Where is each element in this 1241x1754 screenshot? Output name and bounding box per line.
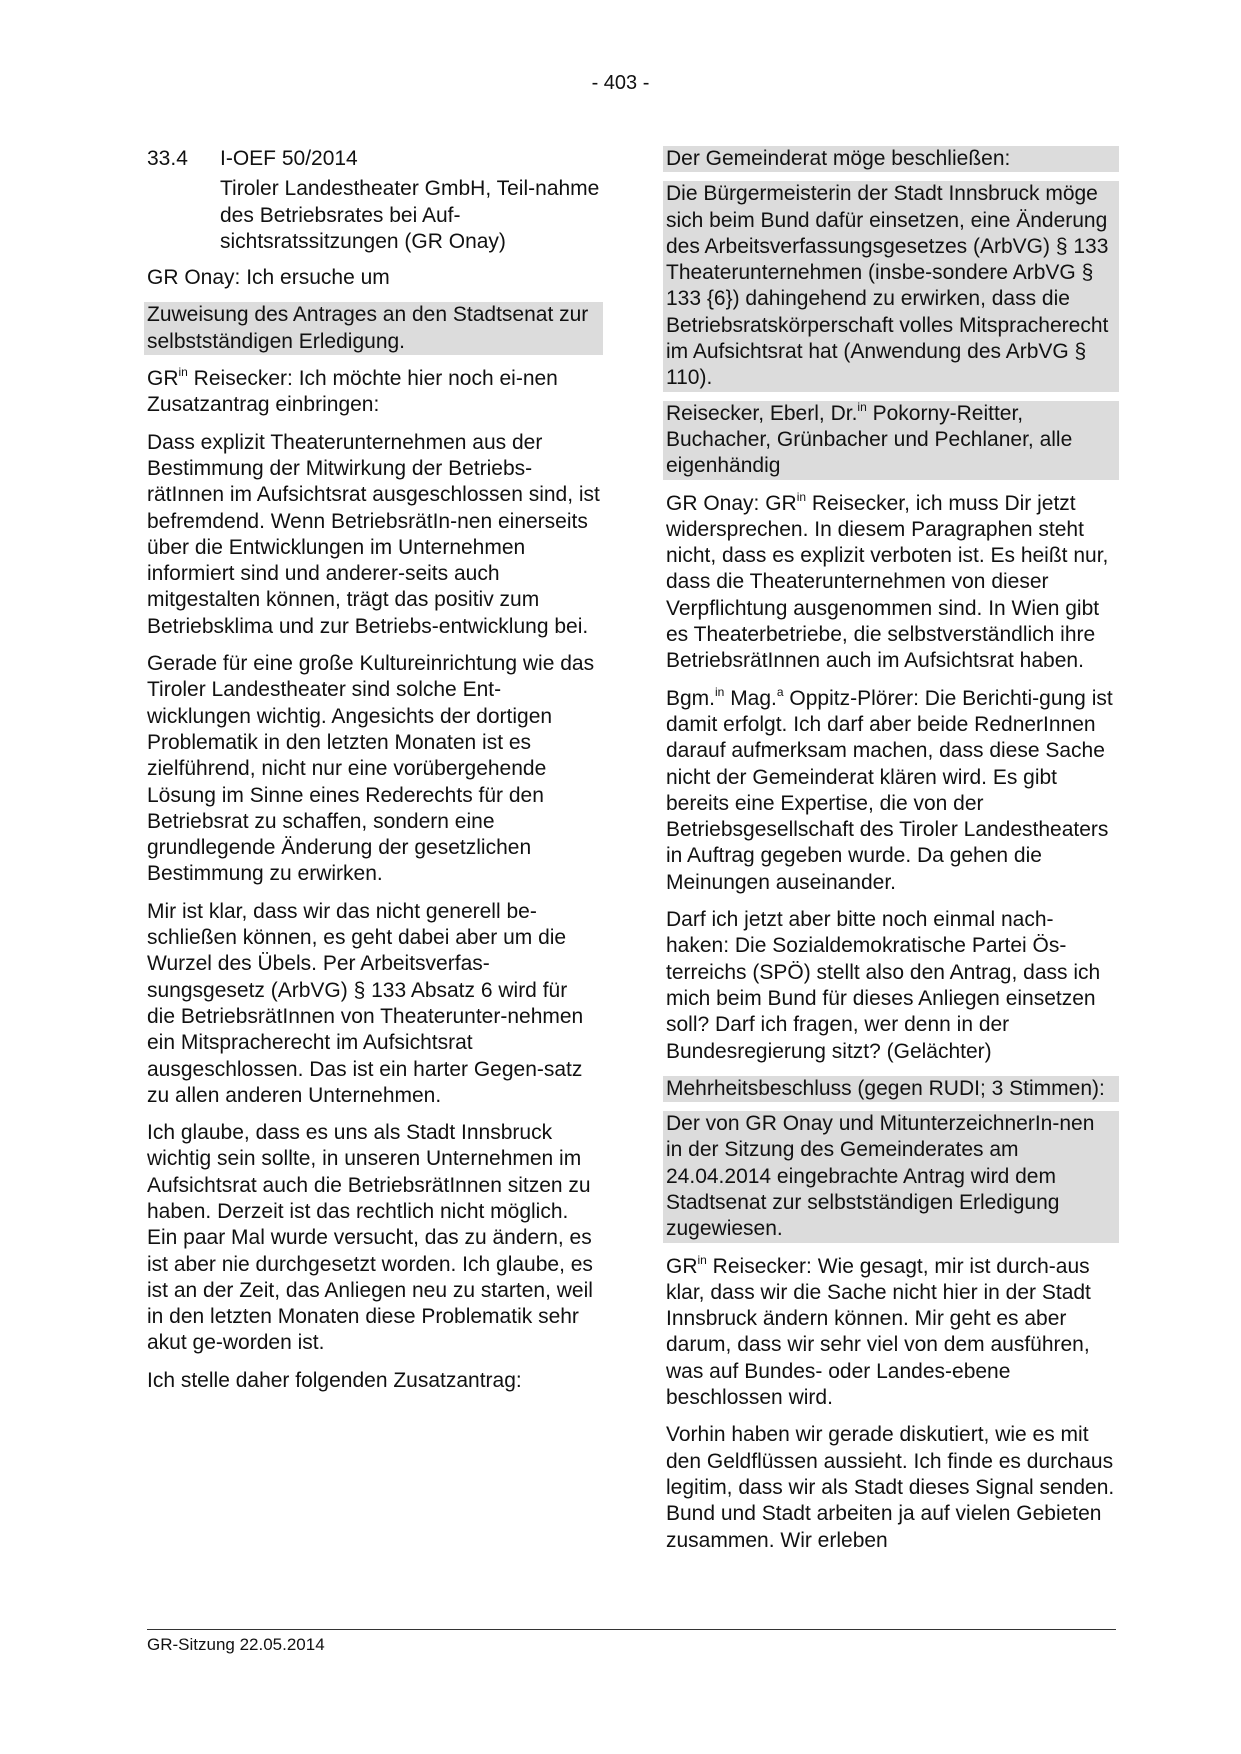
footer-divider bbox=[147, 1629, 1116, 1630]
speaker-gr: GR bbox=[666, 1254, 698, 1278]
signatories-text: Reisecker, Eberl, Dr. bbox=[666, 401, 858, 425]
paragraph-reisecker-reply bbox=[666, 1254, 1116, 1412]
section-number: 33.4 bbox=[147, 147, 188, 170]
speech-text: Bgm. bbox=[666, 686, 716, 710]
superscript: in bbox=[178, 365, 188, 380]
superscript: in bbox=[796, 489, 807, 504]
speech-text: Reisecker, ich muss Dir jetzt widersprechen. In diesem Paragraphen steht nicht, dass es explizit verboten ist. Es heißt nur, dass die Theaterunternehmen von dieser Verpflichtung ausgenommen sind. In Wien gibt es Theaterbetriebe, die selbstverständlich ihre BetriebsrätInnen auch im Aufsichtsrat haben. bbox=[666, 491, 1109, 673]
speaker-gr: GR bbox=[147, 367, 179, 391]
section-title: Tiroler Landestheater GmbH, Teil-nahme des Betriebsrates bei Auf-sichtsratssitzungen (GR Onay) bbox=[220, 177, 600, 253]
paragraph: Ich glaube, dass es uns als Stadt Innsbruck wichtig sein sollte, in unseren Unternehmen im Aufsichtsrat auch die BetriebsrätInnen sitzen zu haben. Derzeit ist das rechtlich nicht möglich. Ein paar Mal wurde versucht, das zu ändern, es ist aber nie durchgesetzt worden. Ich glaube, es ist an der Zeit, das Anliegen neu zu starten, weil in den letzten Monaten diese Problematik sehr akut ge-worden ist. bbox=[147, 1121, 593, 1355]
motion-referral: Zuweisung des Antrages an den Stadtsenat zur selbstständigen Erledigung. bbox=[144, 302, 603, 355]
section-header bbox=[147, 146, 600, 172]
motion-heading: Der Gemeinderat möge beschließen: bbox=[663, 146, 1119, 172]
resolution-vote: Mehrheitsbeschluss (gegen RUDI; 3 Stimmen): bbox=[663, 1076, 1119, 1102]
paragraph: Darf ich jetzt aber bitte noch einmal nach-haken: Die Sozialdemokratische Partei Ös-terreichs (SPÖ) stellt also den Antrag, dass ich mich beim Bund für dieses Anliegen einsetzen soll? Darf ich fragen, wer denn in der Bundesregierung sitzt? (Gelächter) bbox=[666, 908, 1101, 1063]
right-column bbox=[666, 146, 1116, 1565]
superscript: in bbox=[715, 684, 725, 699]
paragraph-onay-reply bbox=[666, 491, 1116, 675]
speech-text: Reisecker: Wie gesagt, mir ist durch-aus klar, dass wir die Sache nicht hier in der Stadt Innsbruck ändern können. Mir geht es aber darum, dass wir sehr viel von dem ausführen, was auf Bundes- oder Landes-ebene beschlossen wird. bbox=[666, 1254, 1091, 1410]
speech-text: Mag. bbox=[724, 686, 777, 710]
left-column bbox=[147, 146, 600, 1405]
paragraph-mayor bbox=[666, 686, 1116, 896]
motion-signatories bbox=[663, 401, 1119, 480]
paragraph: Dass explizit Theaterunternehmen aus der Bestimmung der Mitwirkung der Betriebs-rätInnen im Aufsichtsrat ausgeschlossen sind, ist befremdend. Wenn BetriebsrätIn-nen einerseits über die Entwicklungen im Unternehmen informiert sind und anderer-seits auch mitgestalten können, trägt das positiv zum Betriebsklima und zur Betriebs-entwicklung bei. bbox=[147, 430, 600, 638]
superscript: a bbox=[776, 684, 784, 699]
footer-session: GR-Sitzung 22.05.2014 bbox=[147, 1635, 325, 1654]
paragraph: Ich stelle daher folgenden Zusatzantrag: bbox=[147, 1368, 522, 1392]
section-code: I-OEF 50/2014 bbox=[220, 147, 358, 170]
paragraph: Mir ist klar, dass wir das nicht generell be-schließen können, es geht dabei aber um die Wurzel des Übels. Per Arbeitsverfas-sungsgesetz (ArbVG) § 133 Absatz 6 wird für die BetriebsrätInnen von Theaterunter-nehmen ein Mitspracherecht im Aufsichtsrat ausgeschlossen. Das ist ein harter Gegen-satz zu allen anderen Unternehmen. bbox=[147, 899, 584, 1107]
motion-text: Die Bürgermeisterin der Stadt Innsbruck möge sich beim Bund dafür einsetzen, eine Änderung des Arbeitsverfassungsgesetzes (ArbVG) § 133 Theaterunternehmen (insbe-sondere ArbVG § 133 {6}) dahingehend zu erwirken, dass die Betriebsratskörperschaft volles Mitspracherecht im Aufsichtsrat hat (Anwendung des ArbVG § 110). bbox=[663, 181, 1119, 391]
signatories-text: Pokorny-Reitter, Buchacher, Grünbacher und Pechlaner, alle eigenhändig bbox=[666, 401, 1073, 478]
paragraph: Vorhin haben wir gerade diskutiert, wie es mit den Geldflüssen aussieht. Ich finde es durchaus legitim, dass wir als Stadt dieses Signal senden. Bund und Stadt arbeiten ja auf vielen Gebieten zusammen. Wir erleben bbox=[666, 1423, 1115, 1552]
speech-text: Reisecker: Ich möchte hier noch ei-nen Zusatzantrag einbringen: bbox=[147, 367, 558, 417]
superscript: in bbox=[857, 399, 867, 414]
superscript: in bbox=[697, 1252, 707, 1267]
paragraph: Gerade für eine große Kultureinrichtung wie das Tiroler Landestheater sind solche Ent-wicklungen wichtig. Angesichts der dortigen Problematik in den letzten Monaten ist es zielführend, nicht nur eine vorübergehende Lösung im Sinne eines Rederechts für den Betriebsrat zu schaffen, sondern eine grundlegende Änderung der gesetzlichen Bestimmung zu erwirken. bbox=[147, 652, 595, 886]
page-number: - 403 - bbox=[591, 72, 650, 94]
speech-text: GR Onay: GR bbox=[666, 491, 797, 515]
paragraph-reisecker-intro bbox=[147, 366, 600, 419]
paragraph-onay-request: GR Onay: Ich ersuche um bbox=[147, 266, 390, 290]
resolution-text: Der von GR Onay und MitunterzeichnerIn-nen in der Sitzung des Gemeinderates am 24.04.2014 eingebrachte Antrag wird dem Stadtsenat zur selbstständigen Erledigung zugewiesen. bbox=[663, 1111, 1119, 1242]
speech-text: Oppitz-Plörer: Die Berichti-gung ist damit erfolgt. Ich darf aber beide RednerInnen darauf aufmerksam machen, dass diese Sache nicht der Gemeinderat klären wird. Es gibt bereits eine Expertise, die von der Betriebsgesellschaft des Tiroler Landestheaters in Auftrag gegeben wurde. Da gehen die Meinungen auseinander. bbox=[666, 686, 1113, 894]
